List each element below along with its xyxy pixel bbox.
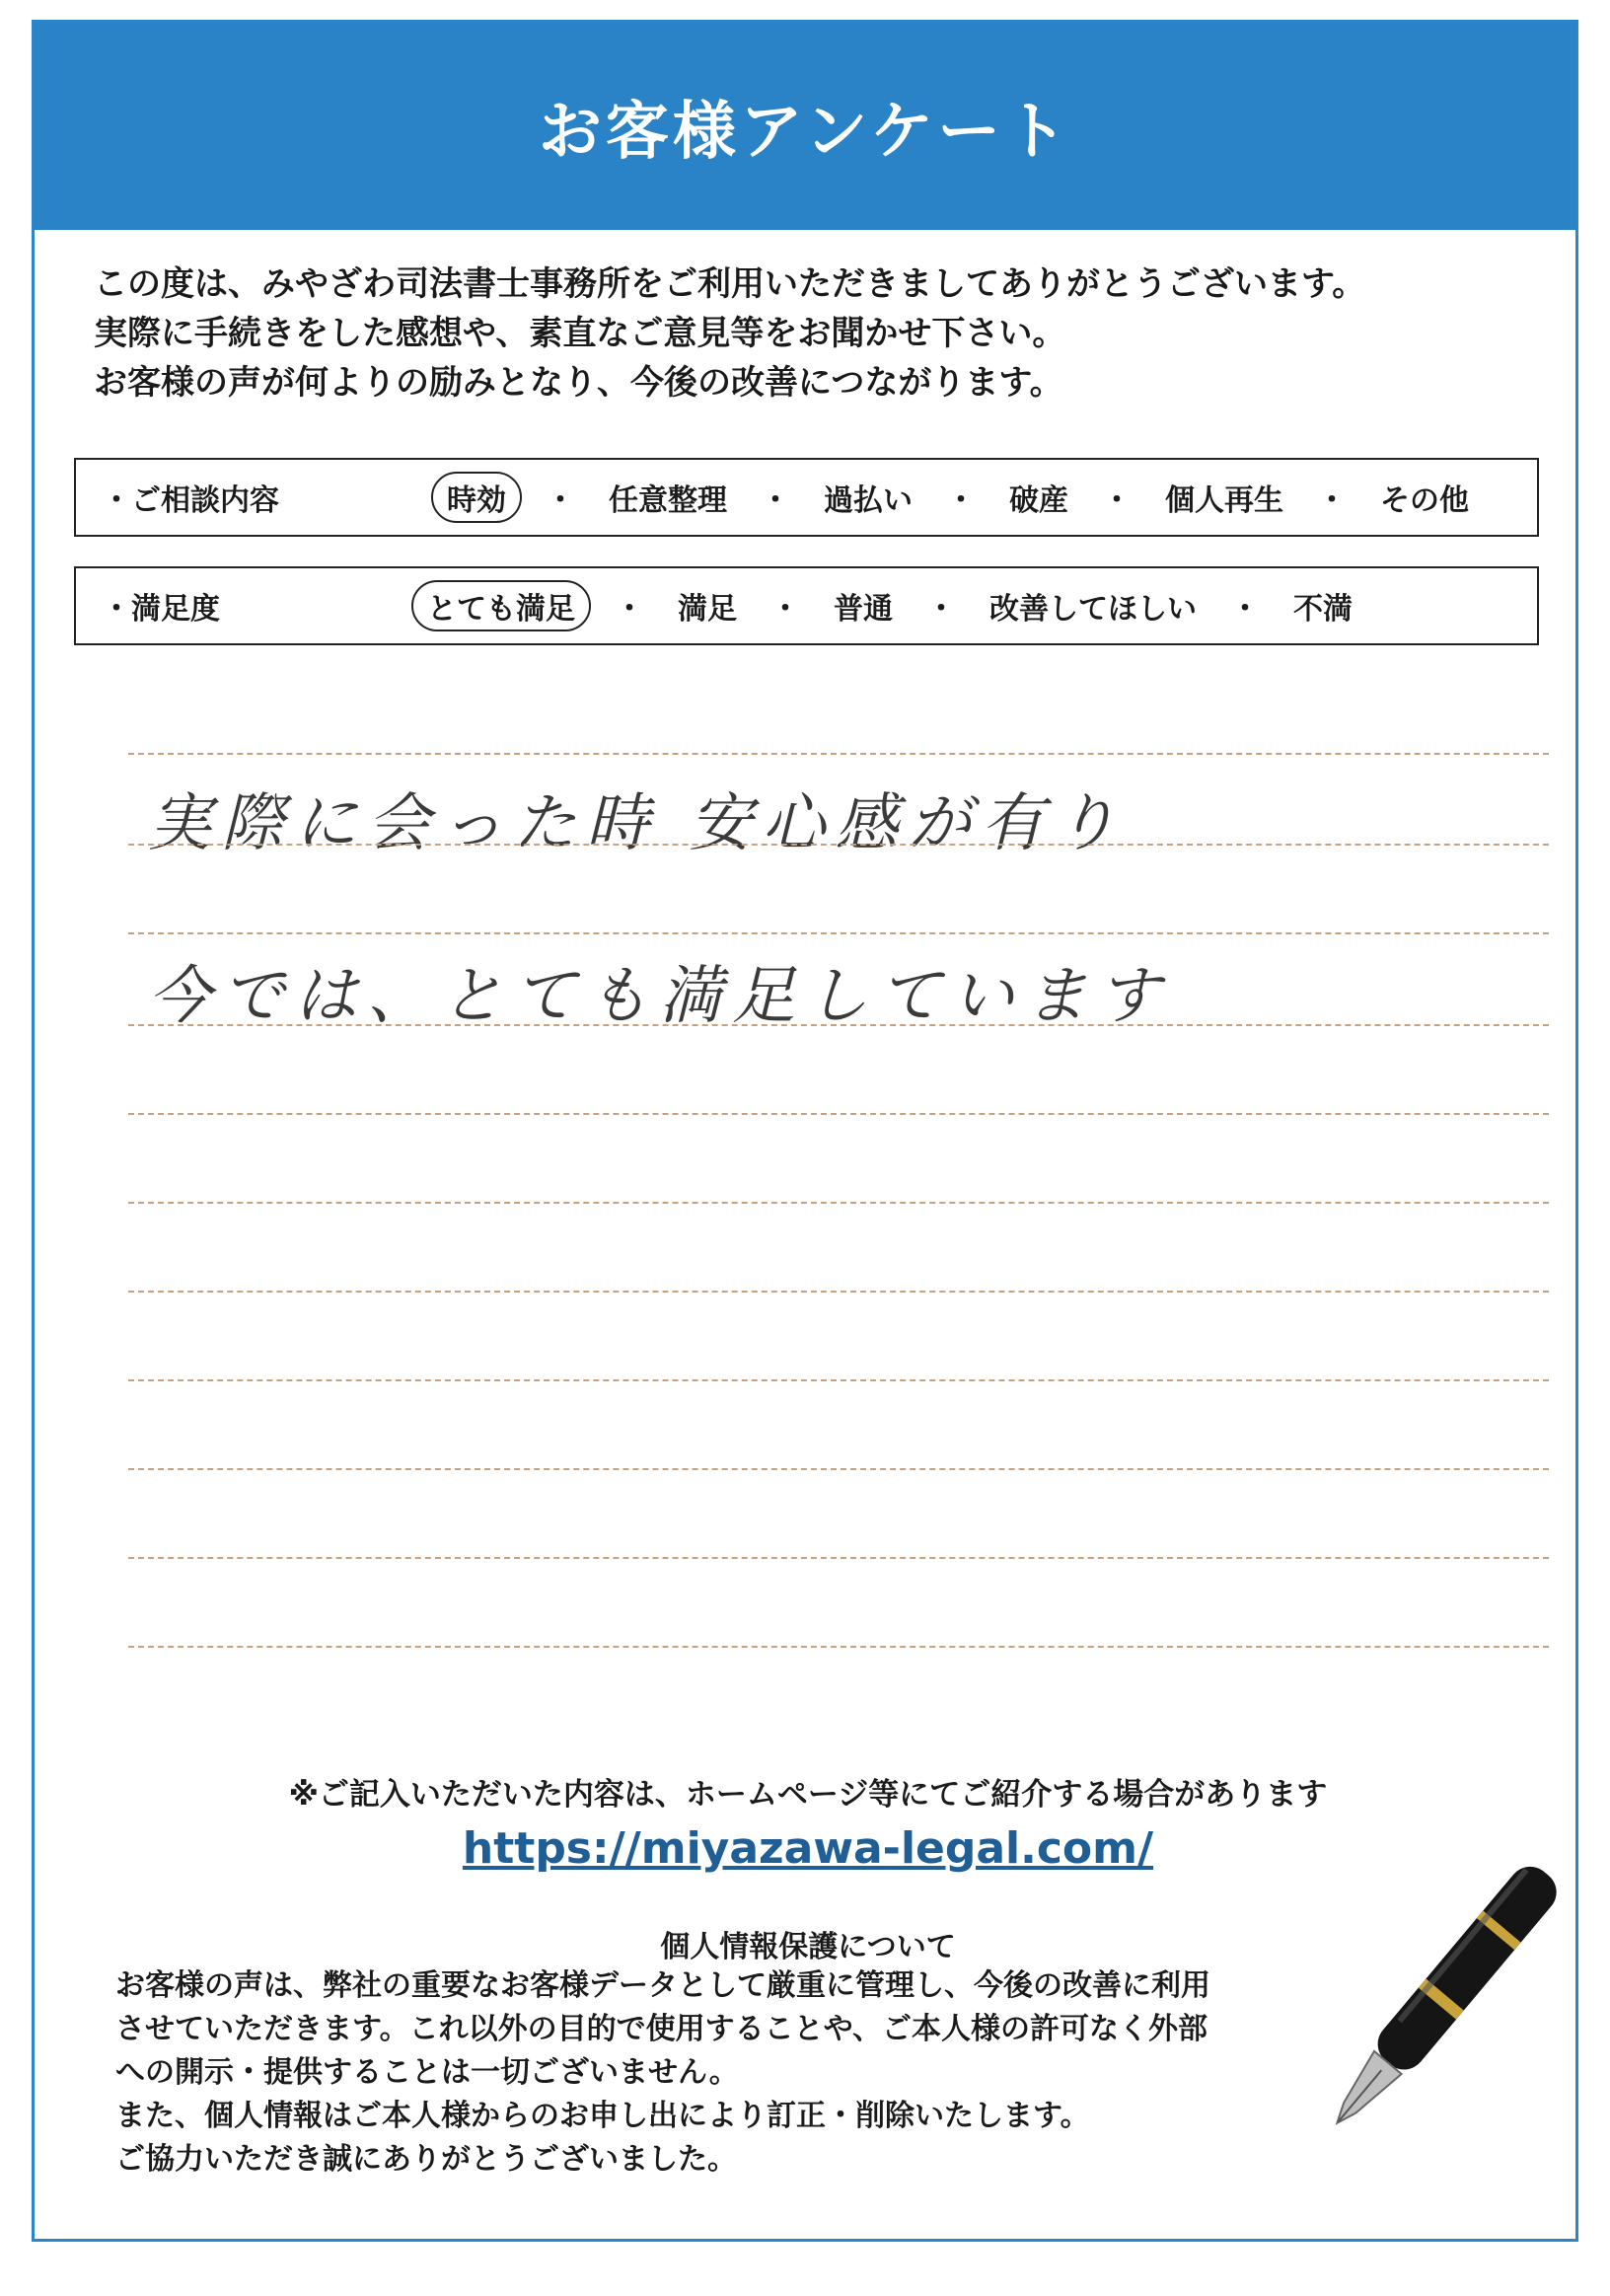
title-banner <box>35 23 1575 230</box>
option-jiko[interactable]: 時効 <box>431 472 522 523</box>
separator: ・ <box>1317 483 1347 518</box>
option-manzoku[interactable]: 満足 <box>678 592 737 627</box>
privacy-line: への開示・提供することは一切ございません。 <box>115 2055 739 2090</box>
option-totemo-manzoku[interactable]: とても満足 <box>411 580 591 631</box>
option-hasan[interactable]: 破産 <box>1009 483 1068 518</box>
privacy-text <box>115 1964 1358 2182</box>
ruled-line <box>128 1557 1549 1559</box>
separator: ・ <box>1102 483 1132 518</box>
ruled-line <box>128 1113 1549 1115</box>
option-sonota[interactable]: その他 <box>1380 483 1469 518</box>
intro-text <box>94 259 1534 407</box>
option-kabarai[interactable]: 過払い <box>824 483 913 518</box>
consultation-row <box>74 458 1539 537</box>
consultation-label: ・ご相談内容 <box>102 483 279 518</box>
consultation-options <box>431 472 1479 523</box>
ruled-line <box>128 932 1549 934</box>
survey-sheet <box>32 20 1578 2242</box>
option-futsu[interactable]: 普通 <box>834 592 893 627</box>
separator: ・ <box>1230 592 1260 627</box>
privacy-line: ご協力いただき誠にありがとうございました。 <box>115 2142 737 2177</box>
handwritten-comment-line: 今では、とても満足しています <box>148 960 1170 1033</box>
option-nini-seiri[interactable]: 任意整理 <box>609 483 727 518</box>
fountain-pen-icon <box>1307 1843 1564 2169</box>
privacy-line: させていただきます。これ以外の目的で使用することや、ご本人様の許可なく外部 <box>115 2012 1208 2046</box>
separator: ・ <box>546 483 575 518</box>
option-fuman[interactable]: 不満 <box>1293 592 1353 627</box>
ruled-line <box>128 1291 1549 1293</box>
ruled-line <box>128 1646 1549 1648</box>
separator: ・ <box>770 592 800 627</box>
intro-line: 実際に手続きをした感想や、素直なご意見等をお聞かせ下さい。 <box>94 314 1066 353</box>
privacy-heading: 個人情報保護について <box>660 1930 956 1964</box>
intro-line: この度は、みやざわ司法書士事務所をご利用いただきましてありがとうございます。 <box>94 264 1366 304</box>
separator: ・ <box>615 592 644 627</box>
option-kojin-saisei[interactable]: 個人再生 <box>1165 483 1283 518</box>
separator: ・ <box>926 592 956 627</box>
satisfaction-options <box>411 580 1362 631</box>
handwritten-comment-line: 実際に会った時 安心感が有り <box>148 787 1128 860</box>
ruled-line <box>128 1202 1549 1204</box>
separator: ・ <box>761 483 790 518</box>
separator: ・ <box>946 483 976 518</box>
ruled-line <box>128 844 1549 846</box>
website-link[interactable]: https://miyazawa-legal.com/ <box>462 1823 1154 1874</box>
ruled-line <box>128 1379 1549 1381</box>
intro-line: お客様の声が何よりの励みとなり、今後の改善につながります。 <box>94 363 1063 403</box>
option-kaizen[interactable]: 改善してほしい <box>989 592 1197 627</box>
page-title: お客様アンケート <box>538 96 1072 169</box>
ruled-line <box>128 1468 1549 1470</box>
satisfaction-label: ・満足度 <box>102 592 220 627</box>
satisfaction-row <box>74 566 1539 645</box>
publication-note: ※ご記入いただいた内容は、ホームページ等にてご紹介する場合があります <box>288 1777 1328 1813</box>
privacy-line: また、個人情報はご本人様からのお申し出により訂正・削除いたします。 <box>115 2099 1090 2133</box>
privacy-line: お客様の声は、弊社の重要なお客様データとして厳重に管理し、今後の改善に利用 <box>115 1968 1210 2003</box>
ruled-line <box>128 753 1549 755</box>
ruled-line <box>128 1024 1549 1026</box>
